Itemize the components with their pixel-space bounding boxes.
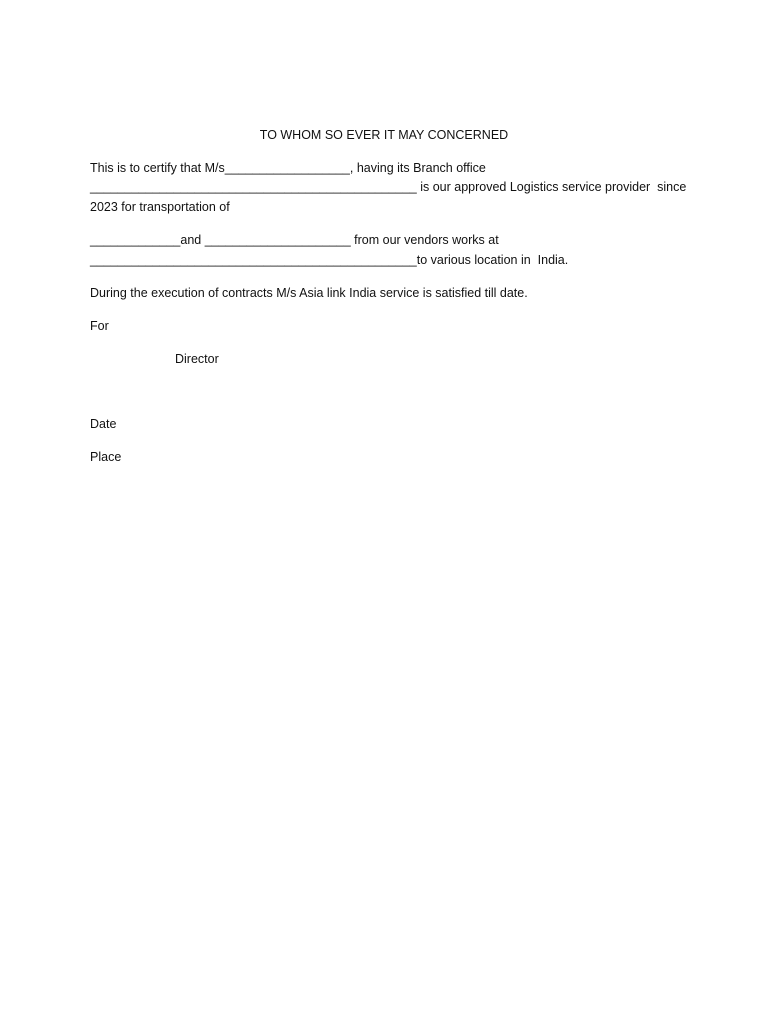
transport-year-line: 2023 for transportation of — [90, 200, 230, 214]
director-label: Director — [175, 352, 219, 366]
certify-line: This is to certify that M/s__________________, having its Branch office — [90, 161, 486, 175]
execution-statement: During the execution of contracts M/s Asia link India service is satisfied till date. — [90, 286, 528, 300]
date-label: Date — [90, 417, 117, 431]
document-title: TO WHOM SO EVER IT MAY CONCERNED — [259, 128, 509, 142]
for-label: For — [90, 319, 109, 333]
branch-office-line: _______________________________________________ is our approved Logistics service provider since — [90, 180, 687, 194]
place-label: Place — [90, 450, 122, 464]
vendors-line: _____________and _____________________ from our vendors works at — [90, 233, 499, 247]
location-line: _______________________________________________to various location in India. — [90, 253, 569, 267]
